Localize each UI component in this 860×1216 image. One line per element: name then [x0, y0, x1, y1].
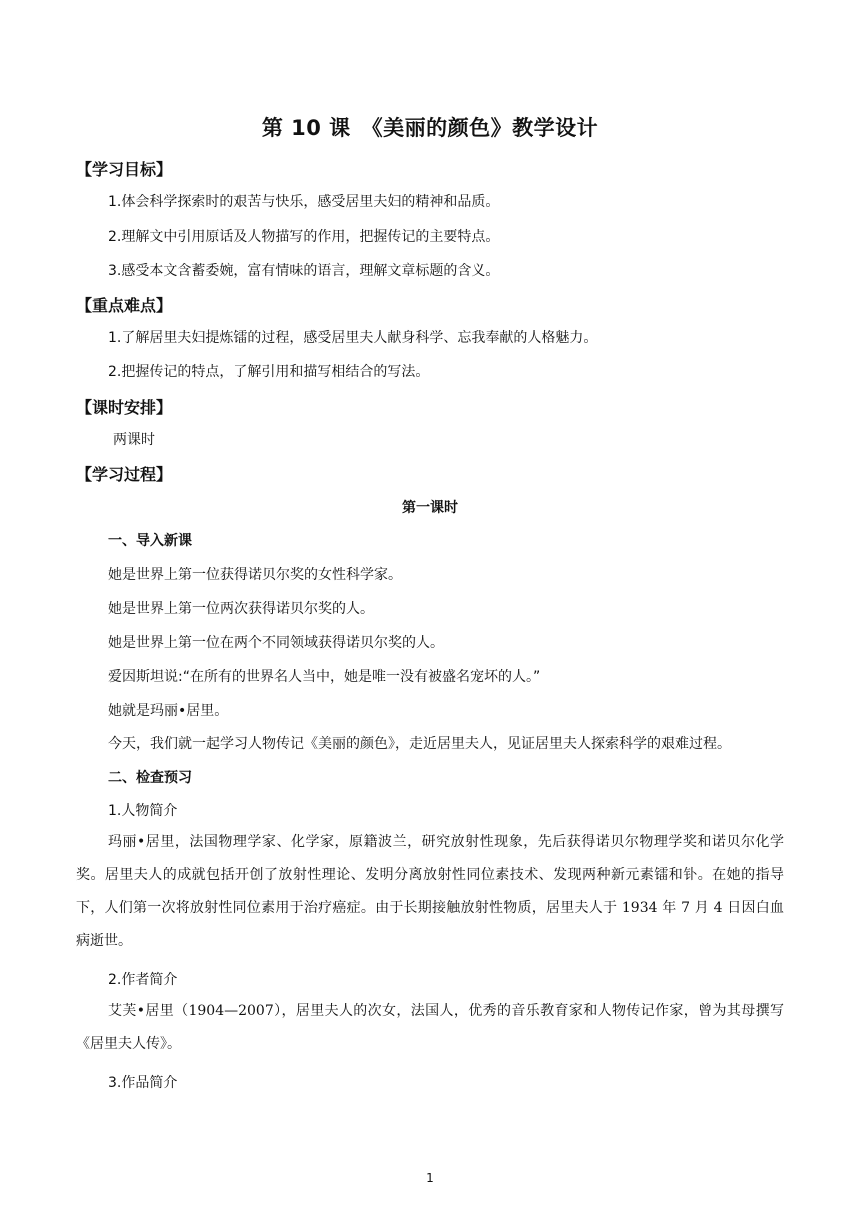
preview-item2-label: 2.作者简介 — [108, 972, 178, 988]
goal-item-3: 3.感受本文含蓄委婉，富有情味的语言，理解文章标题的含义。 — [108, 263, 500, 279]
preview-item1-label: 1.人物简介 — [108, 803, 178, 819]
period-title: 第一课时 — [402, 500, 458, 516]
preview-item1-text: 玛丽•居里，法国物理学家、化学家，原籍波兰，研究放射性现象，先后获得诺贝尔物理学奖和诺贝尔化学奖。居里夫人的成就包括开创了放射性理论、发明分离放射性同位素技术、发现两种新元素镭和钋。在她的指导下，人们第一次将放射性同位素用于治疗癌症。由于长期接触放射性物质，居里夫人于 1934 年 7 月 4 日因白血病逝世。 — [76, 834, 784, 949]
section-heading-schedule: 【课时安排】 — [76, 398, 173, 417]
section-heading-keypoints: 【重点难点】 — [76, 296, 173, 315]
intro-heading: 一、导入新课 — [108, 533, 192, 549]
goal-item-1: 1.体会科学探索时的艰苦与快乐，感受居里夫妇的精神和品质。 — [108, 194, 500, 210]
section-heading-goals: 【学习目标】 — [76, 160, 173, 179]
preview-item3-label: 3.作品简介 — [108, 1075, 178, 1091]
intro-line-3: 她是世界上第一位在两个不同领域获得诺贝尔奖的人。 — [108, 635, 444, 651]
schedule-text: 两课时 — [113, 432, 155, 448]
intro-line-4: 爱因斯坦说:“在所有的世界名人当中，她是唯一没有被盛名宠坏的人。” — [108, 669, 541, 685]
section-heading-process: 【学习过程】 — [76, 465, 173, 484]
page-number: 1 — [426, 1171, 434, 1185]
intro-line-2: 她是世界上第一位两次获得诺贝尔奖的人。 — [108, 601, 374, 617]
intro-line-5: 她就是玛丽•居里。 — [108, 703, 229, 719]
preview-heading: 二、检查预习 — [108, 770, 192, 786]
goal-item-2: 2.理解文中引用原话及人物描写的作用，把握传记的主要特点。 — [108, 229, 500, 245]
intro-line-1: 她是世界上第一位获得诺贝尔奖的女性科学家。 — [108, 567, 402, 583]
keypoint-item-1: 1.了解居里夫妇提炼镭的过程，感受居里夫人献身科学、忘我奉献的人格魅力。 — [108, 330, 598, 346]
keypoint-item-2: 2.把握传记的特点，了解引用和描写相结合的写法。 — [108, 364, 430, 380]
preview-item2-text: 艾芙•居里（1904—2007），居里夫人的次女，法国人，优秀的音乐教育家和人物传记作家，曾为其母撰写《居里夫人传》。 — [76, 1003, 784, 1052]
document-title: 第 10 课 《美丽的颜色》教学设计 — [261, 116, 599, 140]
intro-line-6: 今天，我们就一起学习人物传记《美丽的颜色》，走近居里夫人，见证居里夫人探索科学的艰难过程。 — [108, 736, 731, 752]
